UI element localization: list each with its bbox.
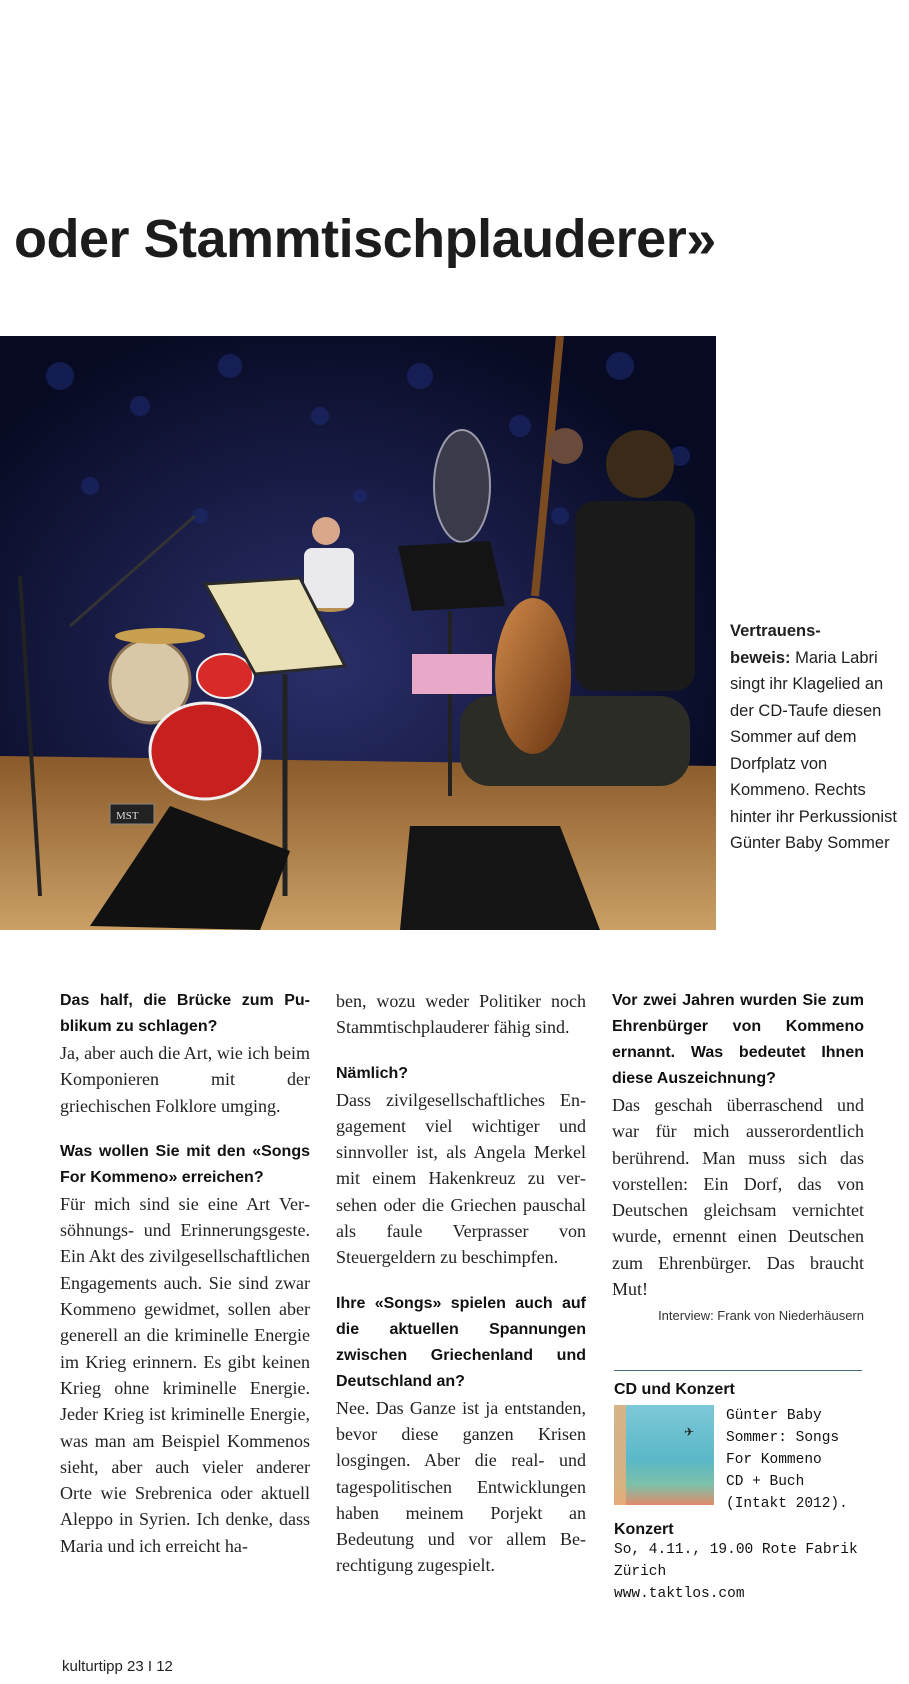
concert-date: So, 4.11., 19.00 Rote Fabrik Zürich (614, 1542, 858, 1580)
answer-songs-goal: Für mich sind sie eine Art Versöhnungs- und Erinnerungsgeste. Ein Akt des zivilgesellschaftlichen Engagements auch. Sie sind zwar Kommeno gewidmet, sollen aber generell an die kriminelle Energie im Krieg erinnern. Es gibt keinen Krieg ohne kriminelle Energie. Jeder Krieg ist kriminelle Energie, was man am Beispiel Kommenos sieht, aber auch vieler anderer Orte wie Srebrenica oder aktuell Aleppo in Syrien. Ich denke, dass Maria und ich erreicht ha- (60, 1193, 310, 1556)
question-songs-goal: Was wollen Sie mit den «Songs For Kommeno» erreichen? (60, 1142, 310, 1186)
cd-concert-infobox (614, 1370, 862, 1605)
cd-info-line: (Intakt 2012). (726, 1496, 848, 1512)
answer-bridge: Ja, aber auch die Art, wie ich beim Komponieren mit der griechischen Folklore umging. (60, 1043, 310, 1116)
concert-website: www.taktlos.com (614, 1586, 745, 1602)
interview-credit: Interview: Frank von Niederhäusern (658, 1308, 864, 1324)
cd-info-line: Sommer: Songs (726, 1430, 840, 1446)
answer-continued: ben, wozu weder Politiker noch Stammtischplauderer fähig sind. (336, 991, 586, 1038)
article-headline: oder Stammtischplauderer» (14, 209, 716, 269)
answer-naemlich: Dass zivilgesellschaftliches Engagement viel wichtiger und sinnvoller ist, als Angela Merkel mit einem Hakenkreuz zu versehen oder die Griechen pauschal als faule Verprasser von Steuergeldern zu beschimpfen. (336, 1089, 586, 1268)
cd-info-line: For Kommeno (726, 1452, 822, 1468)
cd-cover-image (614, 1405, 714, 1505)
photo-caption (730, 618, 898, 857)
question-bridge: Das half, die Brücke zum Publikum zu schlagen? (60, 992, 310, 1035)
answer-honorary-citizen: Das geschah überraschend und war für mich ausserordentlich berührend. Man muss sich das vorstellen: Ein Dorf, das von Deutschen gleichsam vernichtet wurde, ernennt einen Deutschen zum Ehrenbürger. Das braucht Mut! (612, 1095, 864, 1300)
column-2 (336, 988, 586, 1579)
question-honorary-citizen: Vor zwei Jahren wurden Sie zum Ehrenbürger von Kommeno ernannt. Was bedeutet Ihnen diese Auszeichnung? (612, 992, 864, 1087)
infobox-title: CD und Konzert (614, 1381, 735, 1398)
question-naemlich: Nämlich? (336, 1064, 409, 1082)
bird-icon: ✈ (684, 1425, 695, 1439)
concert-photo (0, 336, 716, 930)
question-tensions: Ihre «Songs» spielen auch auf die aktuellen Spannungen zwischen Griechenland und Deutschland an? (336, 1294, 586, 1390)
cd-info (726, 1405, 848, 1515)
cd-info-line: Günter Baby (726, 1408, 822, 1424)
answer-tensions: Nee. Das Ganze ist ja entstanden, bevor diese ganzen Krisen losgingen. Aber die real- und tagespolitischen Entwicklungen haben meinem Porjekt an Bedeutung und vor allem Berechtigung zugespielt. (336, 1397, 586, 1576)
concert-title: Konzert (614, 1521, 674, 1538)
amp-label: MST (116, 810, 139, 822)
caption-lead: Vertrauens- beweis: (730, 622, 821, 667)
page-footer: kulturtipp 23 I 12 (62, 1658, 173, 1675)
cd-info-line: CD + Buch (726, 1474, 805, 1490)
concert-photo-drawing (0, 336, 716, 930)
column-1 (60, 988, 310, 1559)
caption-text: Maria Labri singt ihr Klagelied an der CD-Taufe diesen Sommer auf dem Dorfplatz von Kommeno. Rechts hinter ihr Perkussionist Günter Baby Sommer (730, 648, 897, 852)
column-3 (612, 988, 864, 1323)
